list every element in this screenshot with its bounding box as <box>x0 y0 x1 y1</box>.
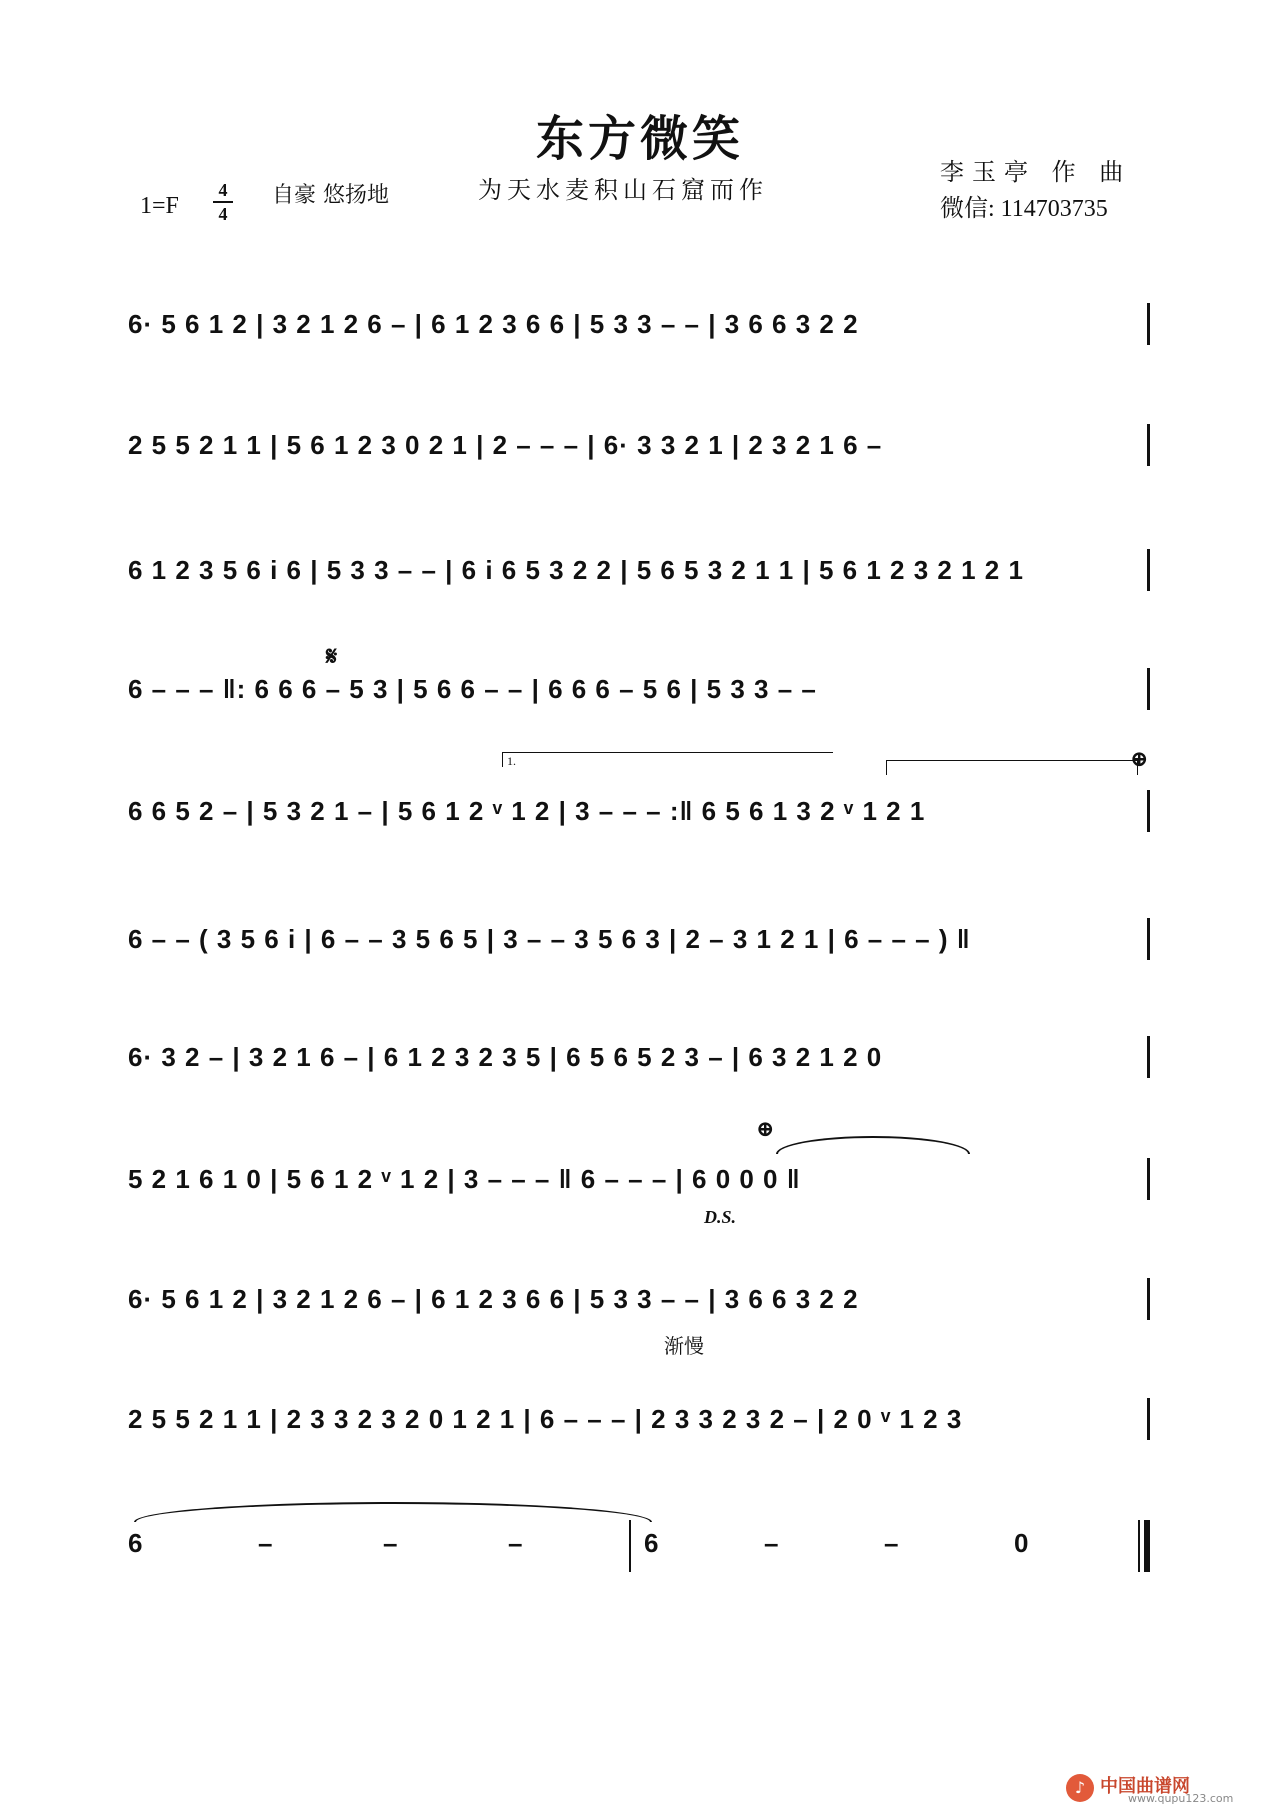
tempo-marking: 自豪 悠扬地 <box>272 183 389 208</box>
final-dash: – <box>258 1528 273 1558</box>
dal-segno-mark: D.S. <box>704 1207 737 1227</box>
score-row-text: 6· 3 2 – | 3 2 1 6 – | 6 1 2 3 2 3 5 | 6 5 6 5 2 3 – | 6 3 2 1 2 0 <box>128 1042 883 1072</box>
final-dash: – <box>884 1528 899 1558</box>
score-row-final <box>128 1520 1150 1570</box>
score-row-text: 6 – – – ‖: 6 6 6 – 5 3 | 5 6 6 – – | 6 6 6 – 5 6 | 5 3 3 – – <box>128 674 817 704</box>
final-dash: – <box>764 1528 779 1558</box>
final-rest: 0 <box>1014 1528 1029 1558</box>
site-url: www.qupu123.com <box>1128 1792 1234 1805</box>
score-row-text: 2 5 5 2 1 1 | 5 6 1 2 3 0 2 1 | 2 – – – | 6· 3 3 2 1 | 2 3 2 1 6 – <box>128 430 883 460</box>
volta-1-bracket <box>502 752 833 767</box>
score-row-9 <box>128 1278 1150 1320</box>
score-row-4 <box>128 668 1150 710</box>
final-dash: – <box>508 1528 523 1558</box>
score-row-10 <box>128 1398 1150 1440</box>
final-note: 6 <box>644 1528 659 1558</box>
site-logo-icon: ♪ <box>1066 1774 1094 1802</box>
final-note: 6 <box>128 1528 143 1558</box>
score-title: 东方微笑 <box>535 111 744 167</box>
volta-1-label: 1. <box>507 754 516 768</box>
score-row-6 <box>128 918 1150 960</box>
time-signature-bottom: 4 <box>218 204 228 224</box>
coda-sign: ⊕ <box>1130 746 1149 772</box>
site-name: 中国曲谱网 <box>1100 1776 1190 1797</box>
coda-sign: ⊕ <box>756 1116 775 1142</box>
score-row-8 <box>128 1158 1150 1200</box>
score-row-text: 6 1 2 3 5 6 i 6 | 5 3 3 – – | 6 i 6 5 3 2 2 | 5 6 5 3 2 1 1 | 5 6 1 2 3 2 1 2 1 <box>128 555 1024 585</box>
tie-arc <box>134 1502 652 1522</box>
score-row-2 <box>128 424 1150 466</box>
score-row-3 <box>128 549 1150 591</box>
score-row-text: 5 2 1 6 1 0 | 5 6 1 2 ᵛ 1 2 | 3 – – – ‖ 6 – – – | 6 0 0 0 ‖ <box>128 1164 801 1194</box>
time-signature <box>213 180 233 224</box>
subtitle: 为天水麦积山石窟而作 <box>478 176 768 204</box>
wechat-contact: 微信: 114703735 <box>940 196 1108 222</box>
ritardando-mark: 渐慢 <box>664 1334 704 1358</box>
score-row-text: 6· 5 6 1 2 | 3 2 1 2 6 – | 6 1 2 3 6 6 | 5 3 3 – – | 3 6 6 3 2 2 <box>128 1284 859 1314</box>
score-row-5 <box>128 790 1150 832</box>
final-dash: – <box>383 1528 398 1558</box>
time-signature-top: 4 <box>218 180 228 200</box>
score-row-text: 6 – – ( 3 5 6 i | 6 – – 3 5 6 5 | 3 – – 3 5 6 3 | 2 – 3 1 2 1 | 6 – – – ) ‖ <box>128 924 971 954</box>
volta-coda-bracket <box>886 760 1138 775</box>
composer-credit: 李玉亭 作 曲 <box>940 158 1132 186</box>
score-row-text: 2 5 5 2 1 1 | 2 3 3 2 3 2 0 1 2 1 | 6 – – – | 2 3 3 2 3 2 – | 2 0 ᵛ 1 2 3 <box>128 1404 963 1434</box>
key-signature: 1=F <box>140 193 179 219</box>
score-row-text: 6 6 5 2 – | 5 3 2 1 – | 5 6 1 2 ᵛ 1 2 | 3 – – – :‖ 6 5 6 1 3 2 ᵛ 1 2 1 <box>128 796 926 826</box>
tie-arc <box>776 1136 970 1154</box>
segno-sign: 𝄋 <box>326 642 338 672</box>
score-row-7 <box>128 1036 1150 1078</box>
score-row-text: 6· 5 6 1 2 | 3 2 1 2 6 – | 6 1 2 3 6 6 | 5 3 3 – – | 3 6 6 3 2 2 <box>128 309 859 339</box>
score-row-1 <box>128 303 1150 345</box>
